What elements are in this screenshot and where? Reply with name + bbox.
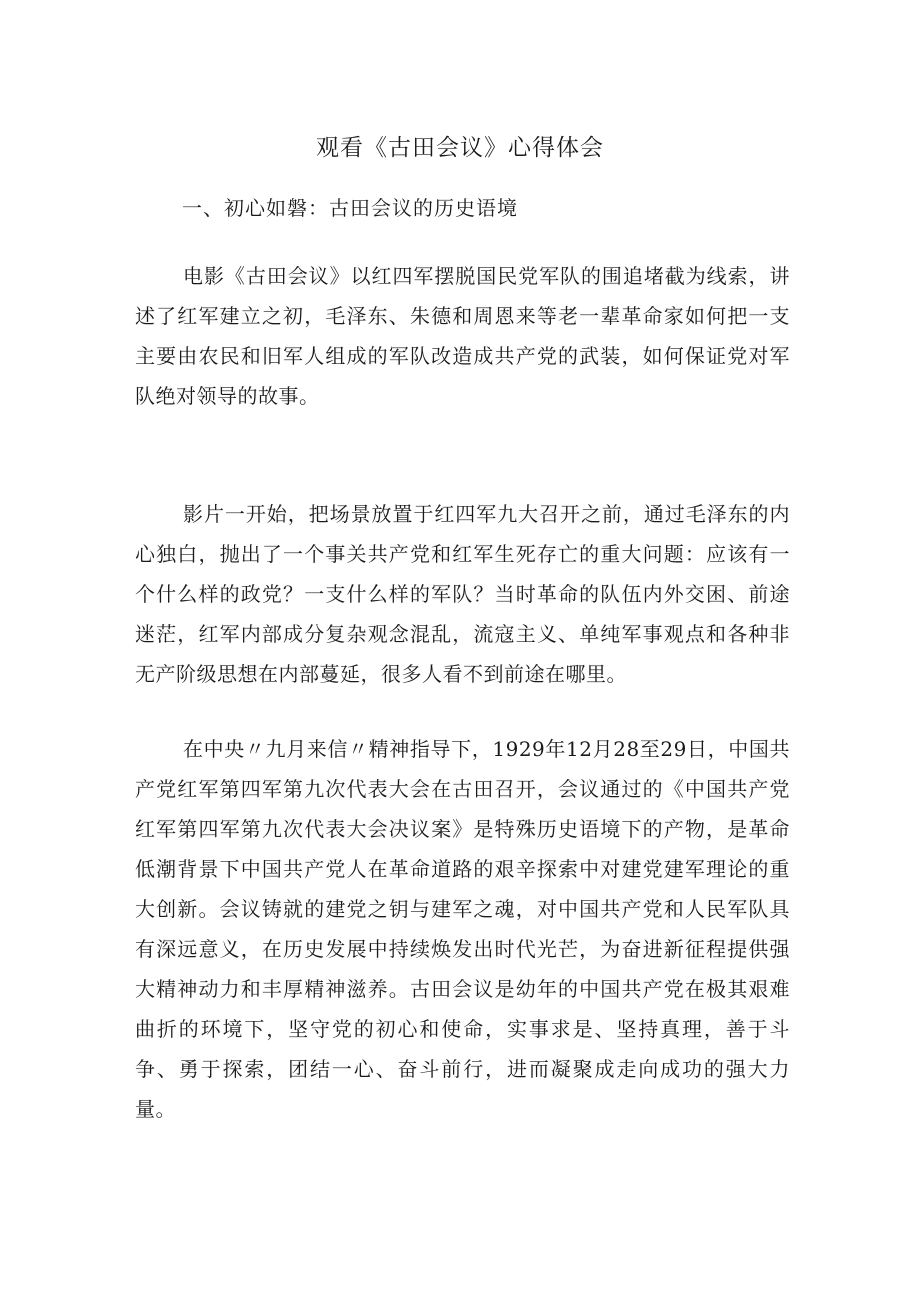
paragraph-3: 在中央〃九月来信〃精神指导下，1929年12月28至29日，中国共产党红军第四军第九次代表大会在古田召开，会议通过的《中国共产党红军第四军第九次代表大会决议案》是特殊历史语境下的产物，是革命低潮背景下中国共产党人在革命道路的艰辛探索中对建党建军理论的重大创新。会议铸就的建党之钥与建军之魂，对中国共产党和人民军队具有深远意义，在历史发展中持续焕发出时代光芒，为奋进新征程提供强大精神动力和丰厚精神滋养。古田会议是幼年的中国共产党在极其艰难曲折的环境下，坚守党的初心和使命，实事求是、坚持真理，善于斗争、勇于探索，团结一心、奋斗前行，进而凝聚成走向成功的强大力量。: [135, 737, 790, 1121]
section-heading: 一、初心如磐：古田会议的历史语境: [182, 196, 518, 220]
paragraph-1: 电影《古田会议》以红四军摆脱国民党军队的围追堵截为线索，讲述了红军建立之初，毛泽东、朱德和周恩来等老一辈革命家如何把一支主要由农民和旧军人组成的军队改造成共产党的武装，如何保证党对军队绝对领导的故事。: [135, 264, 790, 408]
document-title: 观看《古田会议》心得体会: [316, 135, 604, 161]
paragraph-2: 影片一开始，把场景放置于红四军九大召开之前，通过毛泽东的内心独白，抛出了一个事关共产党和红军生死存亡的重大问题：应该有一个什么样的政党？一支什么样的军队？当时革命的队伍内外交困、前途迷茫，红军内部成分复杂观念混乱，流寇主义、单纯军事观点和各种非无产阶级思想在内部蔓延，很多人看不到前途在哪里。: [135, 502, 790, 686]
